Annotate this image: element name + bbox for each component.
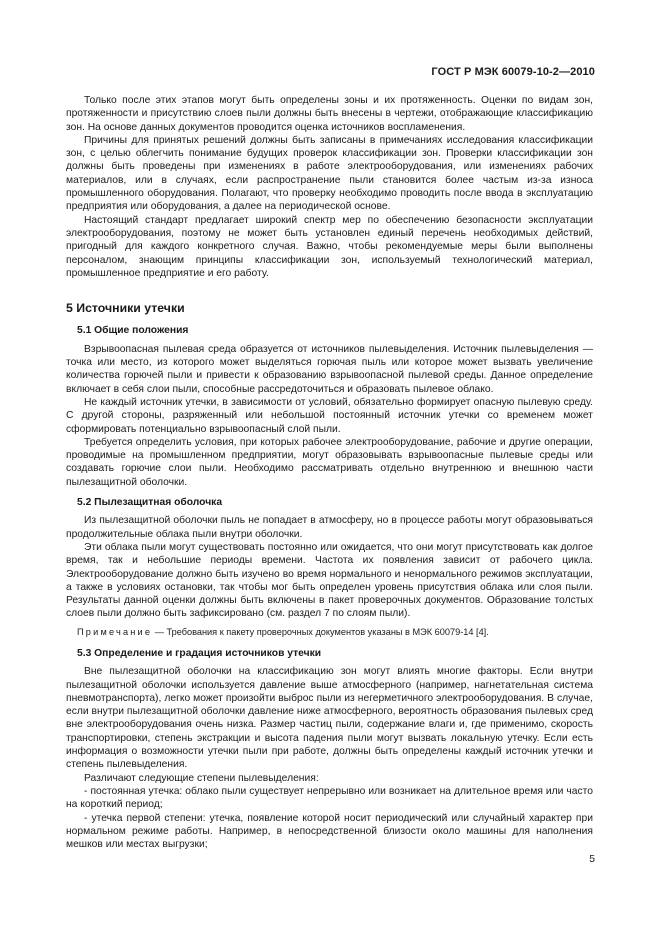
page-number: 5 [589, 854, 595, 865]
paragraph: Взрывоопасная пылевая среда образуется от источников пылевыделения. Источник пылевыделения — точка или место, из которого может выделяться горючая пыль или которое может вызвать увеличение количества горючей пыли и привести к образованию взрывоопасной пылевой среды. Данное определение включает в себя слои пыли, способные рассредоточиться и образовать пылевое облако. [66, 343, 593, 395]
paragraph: Вне пылезащитной оболочки на классификацию зон могут влиять многие факторы. Если внутри пылезащитной оболочки используется давление выше атмосферного (например, нагнетательная система пневмотранспорта), легко может произойти выброс пыли из негерметичного электрооборудования. В случае, если внутри пылезащитной оболочки давление ниже атмосферного, вероятность образования пылевых сред вне электрооборудования очень низка. Размер частиц пыли, содержание влаги и, где применимо, скорость транспортировки, степень экстракции и высота падения пыли могут вызвать локальную утечку. Если есть информация о возможности утечки пыли при работе, должны быть определены каждый источник утечки и степень пылевыделения. [66, 666, 593, 771]
paragraph: Настоящий стандарт предлагает широкий спектр мер по обеспечению безопасности эксплуатации электрооборудования, поэтому не может быть установлен единый перечень необходимых действий, пригодный для каждого конкретного случая. Важно, чтобы рекомендуемые меры были выполнены персоналом, знающим принципы классификации зон, используемый технологический материал, промышленное предприятие и его работу. [66, 214, 593, 279]
paragraph: Требуется определить условия, при которых рабочее электрооборудование, рабочие и другие операции, проводимые на промышленном предприятии, могут образовывать взрывоопасные пылевые среды или создавать горючие слои пыли. Необходимо рассматривать отдельно внутреннюю и внешнюю части пылезащитной оболочки. [66, 436, 593, 488]
body-text [66, 94, 593, 851]
list-item: - утечка первой степени: утечка, появление которой носит периодический или случайный характер при нормальном режиме работы. Например, в непосредственной близости около машины для наполнения мешков или местах выгрузки; [66, 812, 593, 851]
paragraph: Эти облака пыли могут существовать постоянно или ожидается, что они могут присутствовать как долгое время, так и небольшие периоды времени. Частота их появления зависит от рабочего цикла. Электрооборудование должно быть изучено во время нормального и ненормального режимов эксплуатации, а также в условиях остановки, так чтобы мог быть определен уровень присутствия облака или слоя пыли. Результаты данной оценки должны быть включены в пакет проверочных документов. Образование толстых слоев пыли должно быть зафиксировано (см. раздел 7 по слоям пыли). [66, 541, 593, 620]
paragraph: Причины для принятых решений должны быть записаны в примечаниях исследования классификации зон, с целью облегчить понимание будущих проверок классификации зон. Проверки классификации зон должны быть проведены при изменениях в работе электрооборудования, или изменениях рабочих материалов, или в случаях, если распространение пыли становится более частым из-за износа промышленного оборудования. Полагают, что проверку необходимо проводить после ввода в эксплуатацию предприятия или оборудования, а далее на периодической основе. [66, 134, 593, 213]
paragraph: Не каждый источник утечки, в зависимости от условий, обязательно формирует опасную пылевую среду. С другой стороны, разряженный или небольшой постоянный источник утечки со временем может сформировать потенциально взрывоопасный слой пыли. [66, 396, 593, 435]
section-5-2-heading: 5.2 Пылезащитная оболочка [77, 497, 223, 509]
section-5-heading: 5 Источники утечки [66, 301, 185, 316]
note [66, 626, 593, 639]
paragraph: Различают следующие степени пылевыделения: [84, 772, 319, 784]
section-5-3-heading: 5.3 Определение и градация источников утечки [77, 647, 322, 659]
section-5-1-heading: 5.1 Общие положения [77, 325, 189, 337]
list-item: - постоянная утечка: облако пыли существует непрерывно или возникает на длительное время или часто на короткий период; [66, 785, 593, 811]
note-label: Примечание [77, 626, 153, 637]
paragraph: Только после этих этапов могут быть определены зоны и их протяженность. Оценки по видам зон, протяженности и присутствию слоев пыли должны быть внесены в чертежи, отображающие классификацию зон. На основе данных документов проводится оценка источников воспламенения. [66, 95, 593, 133]
note-text: — Требования к пакету проверочных документов указаны в МЭК 60079-14 [4]. [154, 626, 489, 637]
document-header: ГОСТ Р МЭК 60079-10-2—2010 [431, 66, 595, 78]
paragraph: Из пылезащитной оболочки пыль не попадает в атмосферу, но в процессе работы могут образовываться продолжительные облака пыли внутри оболочки. [66, 515, 593, 540]
